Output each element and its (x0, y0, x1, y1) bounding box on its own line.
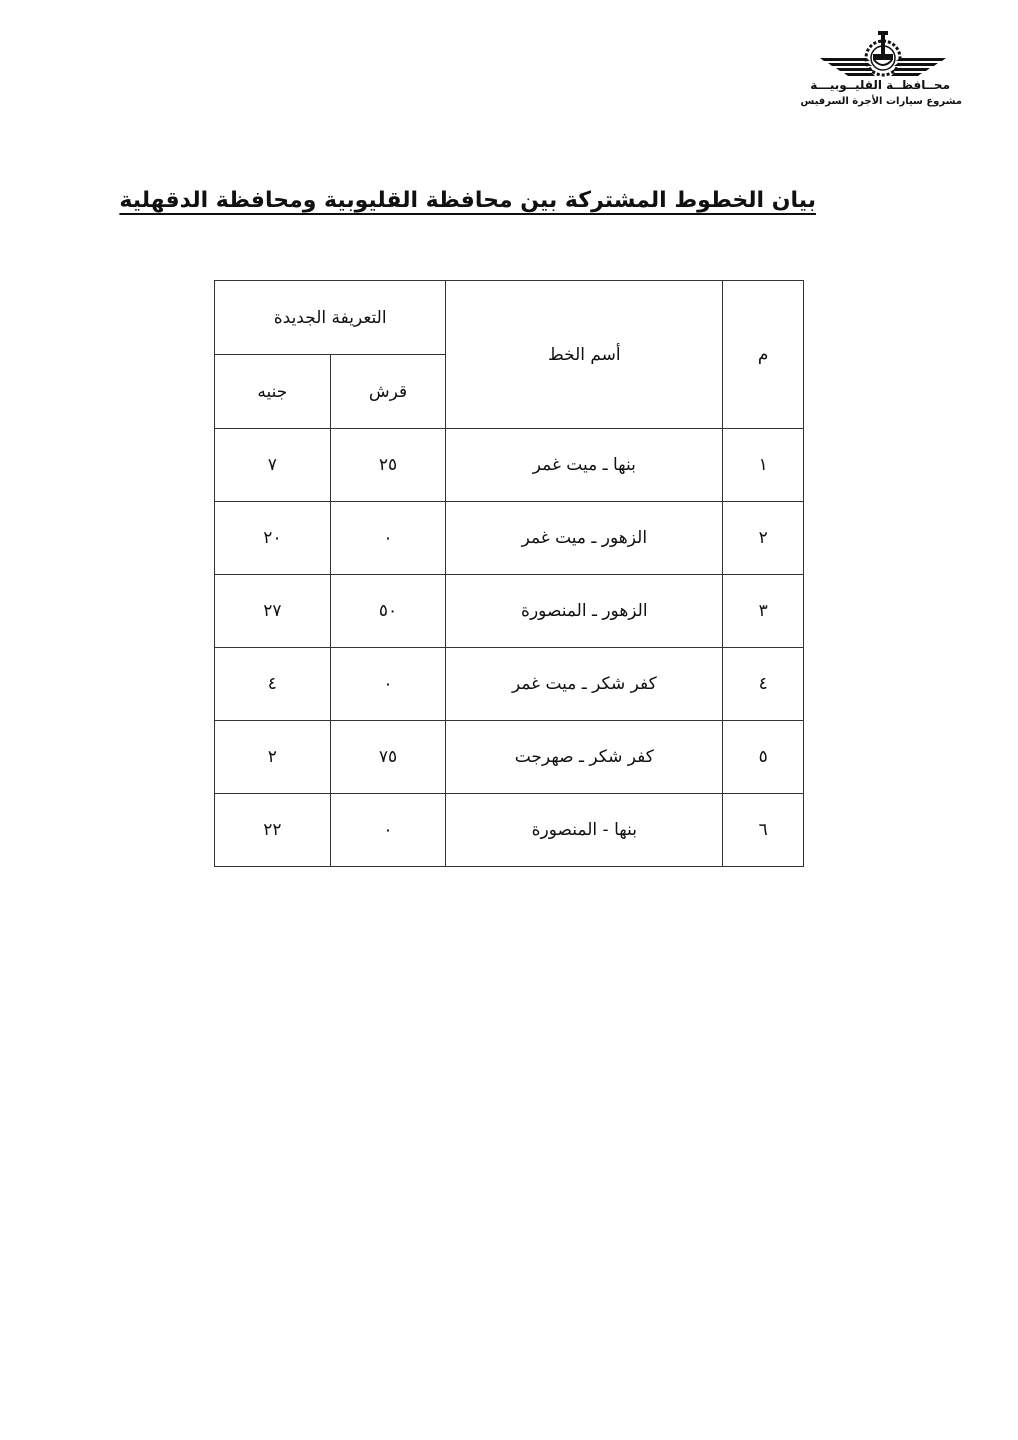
logo-project-name: مشروع سيارات الأجرة السرفيس (800, 96, 962, 107)
logo-governorate-name: محــافظــة القليــوبيـــة (810, 78, 950, 92)
header-new-fare: التعريفة الجديدة (215, 281, 446, 355)
row-piaster: ٥٠ (330, 575, 446, 648)
governorate-emblem-icon (818, 28, 948, 80)
row-line-name: الزهور ـ ميت غمر (446, 502, 723, 575)
row-piaster: ٠ (330, 794, 446, 867)
fares-table (214, 280, 804, 867)
row-number: ١ (723, 429, 804, 502)
table-row (215, 794, 804, 867)
table-row (215, 429, 804, 502)
row-pound: ٢ (215, 721, 331, 794)
header-logo (788, 28, 970, 118)
row-pound: ٧ (215, 429, 331, 502)
page-title: بيان الخطوط المشتركة بين محافظة القليوبية ومحافظة الدقهلية (119, 188, 816, 213)
row-piaster: ٢٥ (330, 429, 446, 502)
table-header-row (215, 281, 804, 355)
header-pound: جنيه (215, 355, 331, 429)
row-number: ٤ (723, 648, 804, 721)
table-row (215, 575, 804, 648)
row-line-name: كفر شكر ـ صهرجت (446, 721, 723, 794)
row-piaster: ٠ (330, 502, 446, 575)
table-row (215, 721, 804, 794)
row-number: ٢ (723, 502, 804, 575)
row-line-name: الزهور ـ المنصورة (446, 575, 723, 648)
row-pound: ٢٧ (215, 575, 331, 648)
row-number: ٦ (723, 794, 804, 867)
table-row (215, 648, 804, 721)
row-piaster: ٠ (330, 648, 446, 721)
row-pound: ٢٠ (215, 502, 331, 575)
row-number: ٥ (723, 721, 804, 794)
table-row (215, 502, 804, 575)
header-line-name: أسم الخط (446, 281, 723, 429)
header-piaster: قرش (330, 355, 446, 429)
row-number: ٣ (723, 575, 804, 648)
row-line-name: بنها ـ ميت غمر (446, 429, 723, 502)
header-number: م (723, 281, 804, 429)
row-pound: ٢٢ (215, 794, 331, 867)
row-pound: ٤ (215, 648, 331, 721)
row-line-name: بنها - المنصورة (446, 794, 723, 867)
row-piaster: ٧٥ (330, 721, 446, 794)
row-line-name: كفر شكر ـ ميت غمر (446, 648, 723, 721)
